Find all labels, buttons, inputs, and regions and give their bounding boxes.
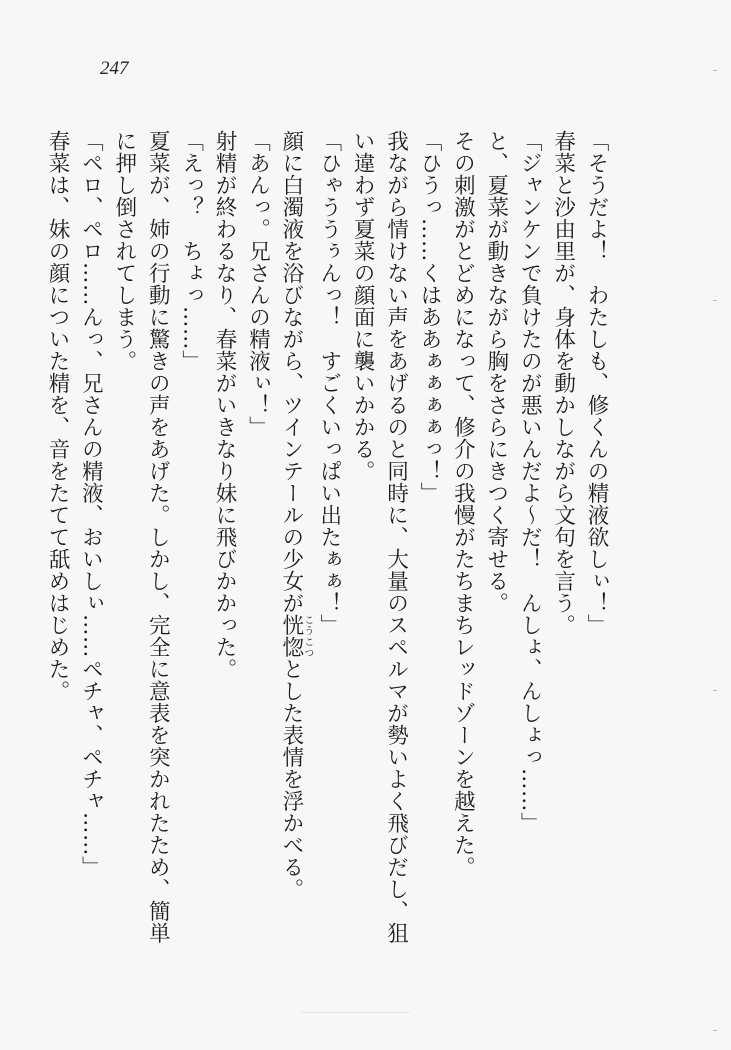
text-line: に押し倒されてしまう。 — [111, 130, 137, 372]
ruby-base: 恍惚 — [278, 614, 304, 658]
scan-edge-mark — [713, 1030, 717, 1031]
ruby-reading: こうこつ — [301, 614, 313, 658]
ruby-annotation — [278, 614, 313, 658]
text-line: 「そうだよ！ わたしも、修くんの精液欲しぃ！」 — [584, 130, 609, 636]
text-line: 春菜は、妹の顔についた精を、音をたてて舐めはじめた。 — [45, 130, 70, 702]
text-line: 「あんっ。兄さんの精液ぃ！」 — [245, 130, 271, 438]
text-line: 「ひゃううぅんっ！ すごくいっぱい出たぁぁ！」 — [316, 130, 342, 636]
text-line: 射精が終わるなり、春菜がいきなり妹に飛びかかった。 — [212, 130, 238, 680]
text-line-with-ruby — [274, 130, 312, 990]
text-line: 「ひうっ……くはああぁぁぁぁっ！」 — [416, 130, 442, 504]
page-number: 247 — [100, 58, 129, 79]
text-line: 春菜と沙由里が、身体を動かしながら文句を言う。 — [550, 130, 576, 636]
scan-bottom-mark — [300, 1012, 410, 1025]
scan-edge-mark — [713, 690, 717, 691]
text-line: 夏菜が、姉の行動に驚きの声をあげた。しかし、完全に意表を突かれたため、簡単 — [145, 130, 171, 944]
text-segment: 顔に白濁液を浴びながら、ツインテールの少女が — [278, 130, 304, 614]
text-line: 「ペロ、ペロ……んっ、兄さんの精液、おいしぃ……ペチャ、ペチャ……」 — [78, 130, 104, 878]
scan-edge-mark — [713, 70, 717, 71]
text-line: 我ながら情けない声をあげるのと同時に、大量のスペルマが勢いよく飛びだし、狙 — [383, 130, 409, 944]
text-line: その刺激がとどめになって、修介の我慢がたちまちレッドゾーンを越えた。 — [450, 130, 476, 878]
text-line: と、夏菜が動きながら胸をさらにきつく寄せる。 — [483, 130, 509, 614]
vertical-body-text — [41, 130, 613, 990]
scan-edge-mark — [713, 300, 717, 301]
text-segment: とした表情を浮かべる。 — [278, 658, 304, 900]
text-line: い違わず夏菜の顔面に襲いかかる。 — [350, 130, 376, 482]
text-line: 「えっ？ ちょっ……」 — [178, 130, 204, 372]
text-line: 「ジャンケンで負けたのが悪いんだよ～だ！ んしょ、んしょっ……」 — [517, 130, 543, 834]
